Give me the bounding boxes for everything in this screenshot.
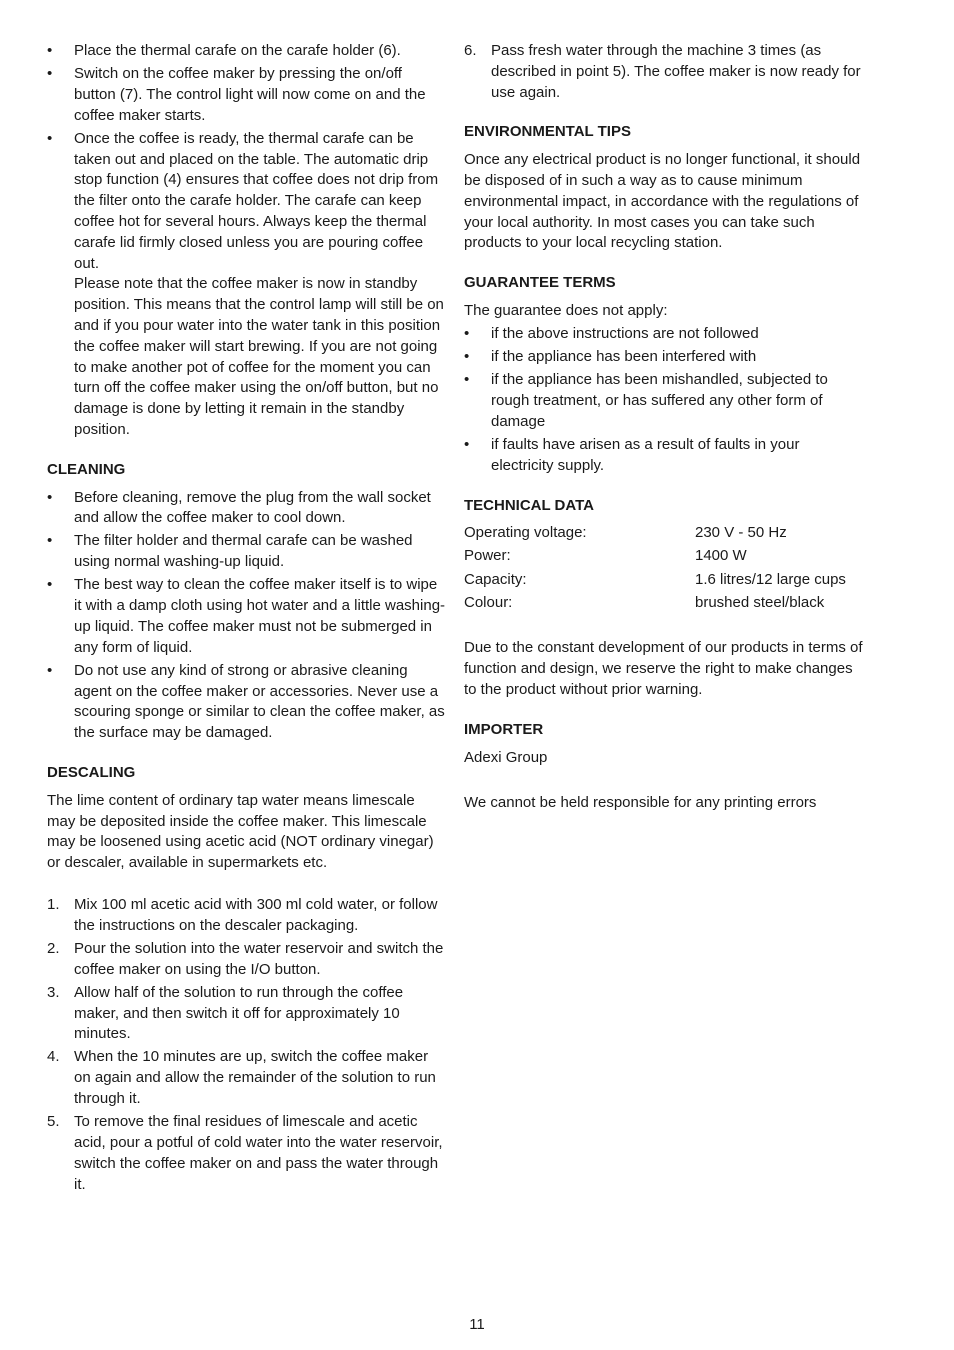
standby-note: Please note that the coffee maker is now in standby position. This means that the control lamp will still be on and if you pour water into the water tank in this position the coffee maker will start brewing. If you are not going to make another pot of coffee for the moment you can turn off the coffee maker using the on/off button, but no damage is done by letting it remain in the standby position. [74, 275, 444, 438]
right-column [464, 41, 866, 814]
technical-row [464, 546, 866, 567]
list-item-text: if the above instructions are not followed [491, 325, 759, 343]
cleaning-heading: CLEANING [47, 460, 126, 478]
list-item [47, 939, 447, 981]
step-number: 5. [47, 1113, 60, 1131]
printing-disclaimer: We cannot be held responsible for any printing errors [464, 794, 817, 812]
step-number: 3. [47, 983, 60, 1001]
guarantee-list [464, 324, 866, 476]
list-item-text: Before cleaning, remove the plug from the wall socket and allow the coffee maker to cool down. [74, 488, 431, 527]
bullet-marker: • [464, 435, 470, 453]
list-item-text: if the appliance has been mishandled, subjected to rough treatment, or has suffered any other form of damage [491, 371, 828, 430]
list-item [464, 41, 866, 103]
technical-label: Colour: [464, 593, 513, 611]
list-item-text: When the 10 minutes are up, switch the coffee maker on again and allow the remainder of the solution to run through it. [74, 1048, 436, 1108]
technical-value: 230 V - 50 Hz [695, 524, 787, 542]
technical-value: 1400 W [695, 547, 747, 565]
development-note: Due to the constant development of our products in terms of function and design, we reserve the right to make changes to the product without prior warning. [464, 639, 863, 698]
bullet-marker: • [47, 576, 53, 594]
left-column [47, 41, 447, 1198]
step-number: 1. [47, 895, 60, 913]
environmental-heading: ENVIRONMENTAL TIPS [464, 123, 631, 141]
descaling-intro: The lime content of ordinary tap water means limescale may be deposited inside the coffee maker. This limescale may be loosened using acetic acid (NOT ordinary vinegar) or descaler, available in supermarkets etc. [47, 791, 434, 872]
list-item [464, 370, 866, 432]
list-item-text: Pass fresh water through the machine 3 times (as described in point 5). The coffee maker is now ready for use again. [491, 42, 861, 101]
list-item [47, 64, 447, 126]
bullet-marker: • [47, 488, 53, 506]
technical-table [464, 523, 866, 613]
descaling-steps-continued [464, 41, 866, 103]
bullet-marker: • [464, 371, 470, 389]
step-number: 4. [47, 1048, 60, 1066]
descaling-steps [47, 895, 447, 1195]
list-item [47, 983, 447, 1045]
list-item [464, 324, 866, 345]
importer-heading: IMPORTER [464, 720, 544, 738]
list-item [464, 347, 866, 368]
descaling-heading: DESCALING [47, 763, 136, 781]
list-item-text: Pour the solution into the water reservoir and switch the coffee maker on using the I/O button. [74, 939, 444, 978]
list-item [47, 1112, 447, 1195]
list-item-text: Mix 100 ml acetic acid with 300 ml cold water, or follow the instructions on the descaler packaging. [74, 895, 438, 934]
technical-row [464, 570, 866, 591]
bullet-marker: • [47, 129, 53, 147]
technical-row [464, 593, 866, 614]
bullet-marker: • [47, 42, 53, 59]
list-item-text: The filter holder and thermal carafe can be washed using normal washing-up liquid. [74, 532, 413, 571]
list-item [47, 129, 447, 441]
list-item [47, 531, 447, 573]
environmental-text: Once any electrical product is no longer functional, it should be disposed of in such a way as to cause minimum environmental impact, in accordance with the regulations of your local authority. In most cases you can take such products to your local recycling station. [464, 151, 861, 252]
technical-label: Capacity: [464, 570, 527, 588]
list-item-text: Place the thermal carafe on the carafe holder (6). [74, 42, 401, 59]
technical-value: brushed steel/black [695, 593, 825, 611]
importer-name: Adexi Group [464, 748, 548, 766]
page-number: 11 [469, 1316, 485, 1333]
cleaning-list [47, 488, 447, 744]
technical-value: 1.6 litres/12 large cups [695, 570, 846, 588]
step-number: 2. [47, 939, 60, 957]
technical-heading: TECHNICAL DATA [464, 496, 594, 514]
bullet-marker: • [47, 661, 53, 679]
list-item [47, 41, 447, 62]
list-item-text: Once the coffee is ready, the thermal carafe can be taken out and placed on the table. The automatic drip stop function (4) ensures that coffee does not drip from the filter onto the carafe holder. The carafe can keep coffee hot for several hours. Always keep the thermal carafe lid firmly closed unless you are pouring coffee out. [74, 129, 439, 272]
step-number: 6. [464, 42, 477, 59]
list-item [47, 895, 447, 937]
bullet-marker: • [464, 325, 470, 343]
list-item-text: Do not use any kind of strong or abrasive cleaning agent on the coffee maker or accessories. Never use a scouring sponge or similar to clean the coffee maker, as the surface may be damaged. [74, 661, 445, 742]
bullet-marker: • [464, 348, 470, 366]
intro-bullet-list [47, 41, 447, 441]
technical-label: Power: [464, 547, 511, 565]
technical-row [464, 523, 866, 544]
list-item [47, 1047, 447, 1109]
list-item-text: Allow half of the solution to run through the coffee maker, and then switch it off for approximately 10 minutes. [74, 983, 404, 1043]
list-item-text: The best way to clean the coffee maker itself is to wipe it with a damp cloth using hot water and a little washing-up liquid. The coffee maker must not be submerged in any form of liquid. [74, 576, 446, 656]
bullet-marker: • [47, 65, 53, 83]
guarantee-intro: The guarantee does not apply: [464, 301, 668, 319]
guarantee-heading: GUARANTEE TERMS [464, 274, 616, 292]
list-item [47, 488, 447, 530]
list-item-text: if the appliance has been interfered with [491, 348, 757, 366]
bullet-marker: • [47, 532, 53, 550]
technical-label: Operating voltage: [464, 524, 587, 542]
list-item [47, 661, 447, 744]
list-item-text: Switch on the coffee maker by pressing the on/off button (7). The control light will now come on and the coffee maker starts. [74, 65, 426, 124]
list-item [464, 435, 866, 477]
list-item-text: To remove the final residues of limescale and acetic acid, pour a potful of cold water into the water reservoir, switch the coffee maker on and pass the water through it. [74, 1113, 443, 1193]
list-item-text: if faults have arisen as a result of faults in your electricity supply. [491, 435, 800, 474]
list-item [47, 575, 447, 658]
